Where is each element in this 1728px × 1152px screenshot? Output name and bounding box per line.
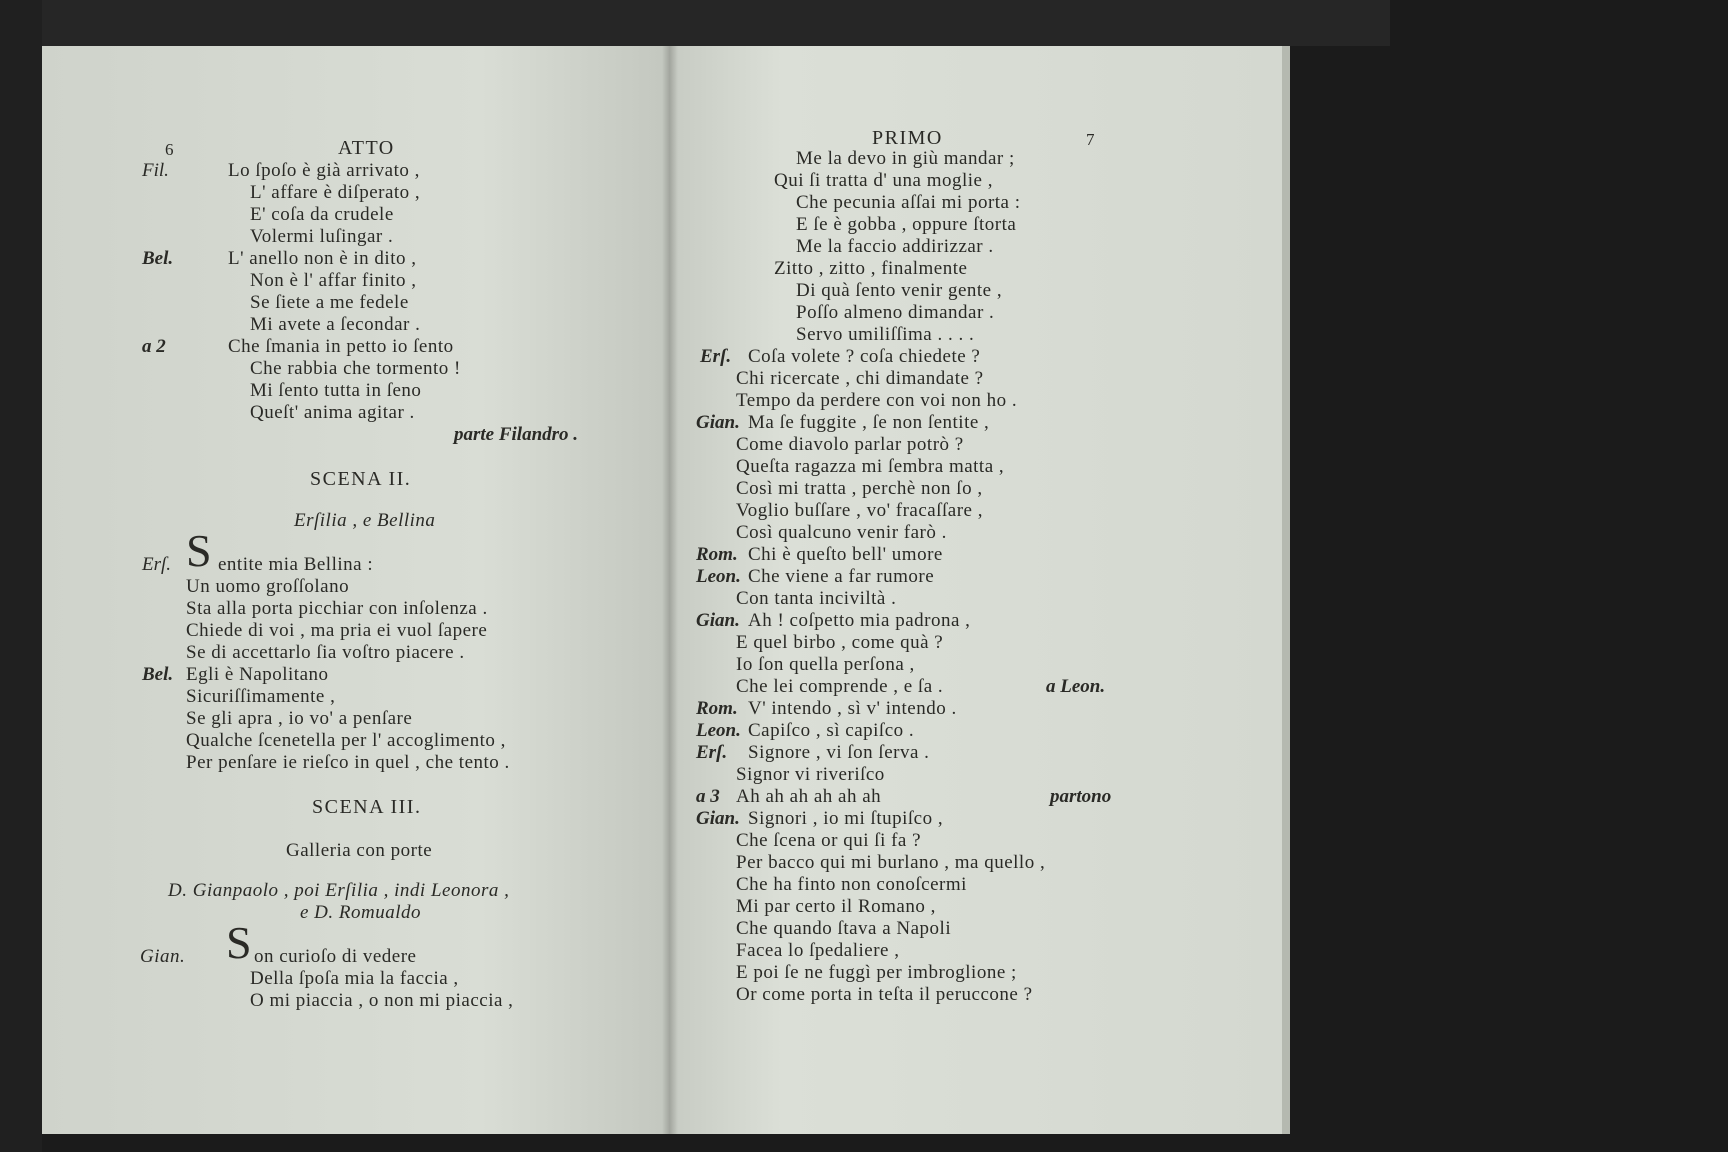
verse-line: Così qualcuno venir farò . — [736, 522, 947, 543]
scene-characters: e D. Romualdo — [300, 902, 422, 923]
verse-line: Se ſiete a me fedele — [250, 292, 409, 313]
verse-line: Che ſmania in petto io ſento — [228, 336, 454, 357]
left-background-bar — [0, 0, 42, 1152]
stage-direction: a Leon. — [1046, 676, 1106, 697]
verse-line: Ah ! coſpetto mia padrona , — [748, 610, 971, 631]
verse-line: Che rabbia che tormento ! — [250, 358, 461, 379]
verse-line: Se gli apra , io vo' a penſare — [186, 708, 413, 729]
verse-line: Voglio buſſare , vo' fracaſſare , — [736, 500, 983, 521]
speaker-leon: Leon. — [696, 720, 741, 741]
scene-setting: Galleria con porte — [286, 840, 433, 861]
open-book — [42, 46, 1290, 1134]
verse-line: Tempo da perdere con voi non ho . — [736, 390, 1018, 411]
verse-line: E poi ſe ne fuggì per imbroglione ; — [736, 962, 1017, 983]
speaker-gian: Gian. — [140, 946, 186, 967]
verse-line: Lo ſpoſo è già arrivato , — [228, 160, 420, 181]
top-background-bar — [0, 0, 1390, 46]
verse-line: Poſſo almeno dimandar . — [796, 302, 995, 323]
verse-line: Sicuriſſimamente , — [186, 686, 336, 707]
verse-line: Queſta ragazza mi ſembra matta , — [736, 456, 1005, 477]
verse-line: Egli è Napolitano — [186, 664, 329, 685]
verse-line: Con tanta inciviltà . — [736, 588, 897, 609]
stage-direction: partono — [1050, 786, 1112, 807]
speaker-rom: Rom. — [696, 698, 738, 719]
speaker-gian: Gian. — [696, 412, 740, 433]
verse-line: Che ſcena or qui ſi fa ? — [736, 830, 922, 851]
verse-line: Ah ah ah ah ah ah — [736, 786, 882, 807]
verse-line: L' anello non è in dito , — [228, 248, 417, 269]
verse-line: Se di accettarlo ſia voſtro piacere . — [186, 642, 465, 663]
stage-direction: parte Filandro . — [454, 424, 579, 445]
verse-line: L' affare è diſperato , — [250, 182, 421, 203]
speaker-bel: Bel. — [142, 248, 174, 269]
verse-line: Mi par certo il Romano , — [736, 896, 936, 917]
page-number-right: 7 — [1086, 130, 1095, 149]
verse-line: E' coſa da crudele — [250, 204, 394, 225]
verse-line: Non è l' affar finito , — [250, 270, 417, 291]
verse-line: Che ha finto non conoſcermi — [736, 874, 967, 895]
verse-line: Facea lo ſpedaliere , — [736, 940, 900, 961]
page-edge — [1282, 46, 1290, 1134]
verse-line: Così mi tratta , perchè non ſo , — [736, 478, 983, 499]
verse-line: E ſe è gobba , oppure ſtorta — [796, 214, 1017, 235]
verse-line: Coſa volete ? coſa chiedete ? — [748, 346, 981, 367]
page-number-left: 6 — [165, 140, 174, 159]
verse-line: Un uomo groſſolano — [186, 576, 350, 597]
running-head-right: PRIMO — [872, 127, 943, 149]
speaker-a2: a 2 — [142, 336, 166, 357]
speaker-ers: Erſ. — [700, 346, 732, 367]
speaker-rom: Rom. — [696, 544, 738, 565]
verse-line: Che viene a far rumore — [748, 566, 935, 587]
verse-line: O mi piaccia , o non mi piaccia , — [250, 990, 514, 1011]
verse-line: Ma ſe fuggite , ſe non ſentite , — [748, 412, 990, 433]
verse-line: Sta alla porta picchiar con inſolenza . — [186, 598, 488, 619]
book-gutter — [662, 46, 678, 1134]
verse-line: Mi ſento tutta in ſeno — [250, 380, 422, 401]
verse-line: Come diavolo parlar potrò ? — [736, 434, 964, 455]
speaker-fil: Fil. — [142, 160, 169, 181]
speaker-ers: Erſ. — [696, 742, 728, 763]
verse-line: Per bacco qui mi burlano , ma quello , — [736, 852, 1046, 873]
verse-line: E quel birbo , come quà ? — [736, 632, 944, 653]
scene-characters: Erſilia , e Bellina — [294, 510, 436, 531]
speaker-gian: Gian. — [696, 808, 740, 829]
verse-line: Queſt' anima agitar . — [250, 402, 415, 423]
verse-line: Servo umiliſſima . . . . — [796, 324, 975, 345]
speaker-a3: a 3 — [696, 786, 720, 807]
scene-characters: D. Gianpaolo , poi Erſilia , indi Leonora , — [168, 880, 510, 901]
verse-line: Capiſco , sì capiſco . — [748, 720, 915, 741]
verse-line: Io ſon quella perſona , — [736, 654, 915, 675]
verse-line: Chi ricercate , chi dimandate ? — [736, 368, 984, 389]
verse-line: Che lei comprende , e ſa . — [736, 676, 944, 697]
running-head-left: ATTO — [338, 137, 395, 159]
drop-cap: S — [226, 917, 252, 968]
verse-line: Or come porta in teſta il peruccone ? — [736, 984, 1033, 1005]
verse-line: Che pecunia aſſai mi porta : — [796, 192, 1021, 213]
verse-line: Volermi luſingar . — [250, 226, 394, 247]
left-page — [42, 46, 670, 1134]
speaker-gian: Gian. — [696, 610, 740, 631]
verse-line: entite mia Bellina : — [218, 554, 374, 575]
verse-line: Mi avete a ſecondar . — [250, 314, 421, 335]
verse-line: Signore , vi ſon ſerva . — [748, 742, 930, 763]
verse-line: Che quando ſtava a Napoli — [736, 918, 952, 939]
scene-heading: SCENA II. — [310, 468, 412, 490]
verse-line: on curioſo di vedere — [254, 946, 417, 967]
speaker-bel: Bel. — [142, 664, 174, 685]
verse-line: V' intendo , sì v' intendo . — [748, 698, 957, 719]
verse-line: Della ſpoſa mia la faccia , — [250, 968, 459, 989]
scene-heading: SCENA III. — [312, 796, 422, 818]
verse-line: Qui ſi tratta d' una moglie , — [774, 170, 993, 191]
verse-line: Signori , io mi ſtupiſco , — [748, 808, 944, 829]
drop-cap: S — [186, 525, 212, 576]
verse-line: Di quà ſento venir gente , — [796, 280, 1003, 301]
verse-line: Qualche ſcenetella per l' accoglimento , — [186, 730, 506, 751]
verse-line: Me la faccio addirizzar . — [796, 236, 994, 257]
verse-line: Me la devo in giù mandar ; — [796, 148, 1015, 169]
speaker-leon: Leon. — [696, 566, 741, 587]
verse-line: Zitto , zitto , finalmente — [774, 258, 968, 279]
verse-line: Per penſare ie rieſco in quel , che tento . — [186, 752, 510, 773]
speaker-ers: Erſ. — [142, 554, 172, 575]
verse-line: Chi è queſto bell' umore — [748, 544, 943, 565]
verse-line: Chiede di voi , ma pria ei vuol ſapere — [186, 620, 488, 641]
right-page — [670, 46, 1290, 1134]
verse-line: Signor vi riveriſco — [736, 764, 885, 785]
